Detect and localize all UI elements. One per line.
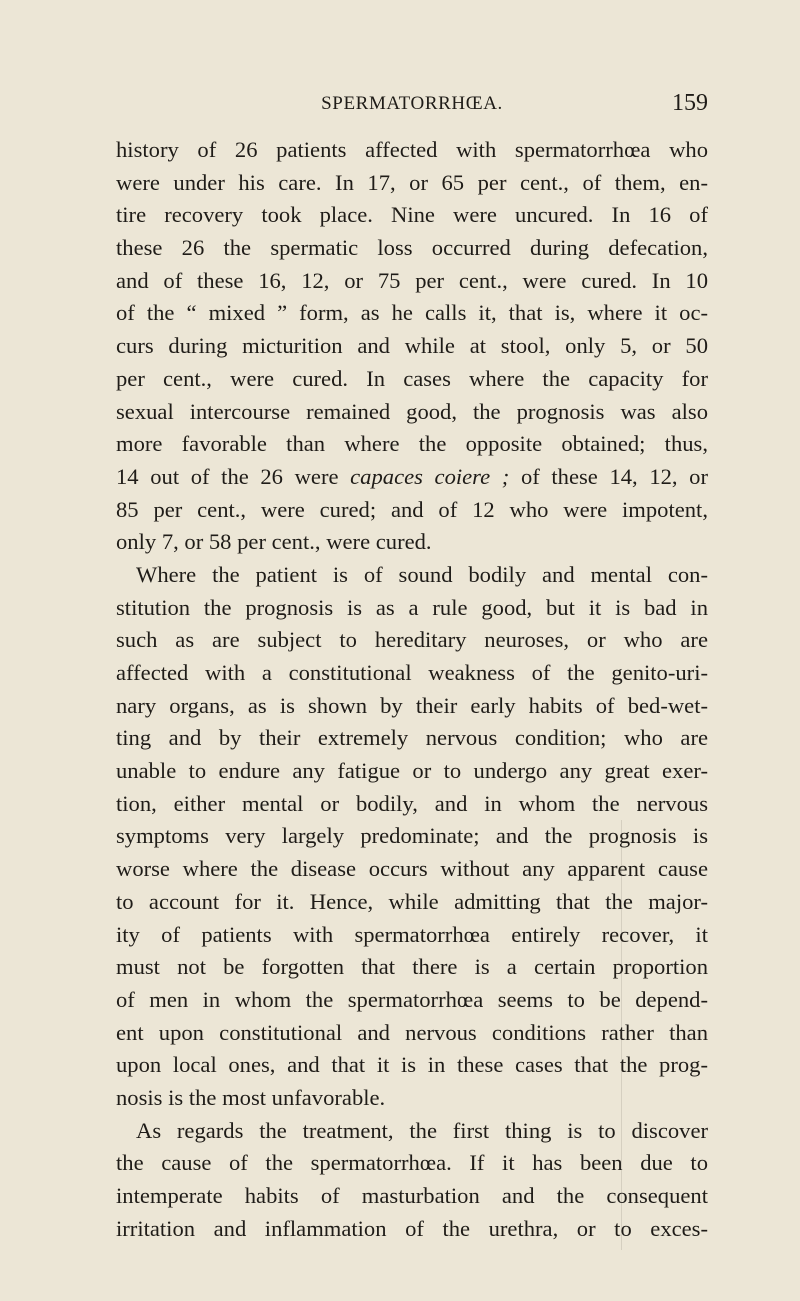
text-line-26: must not be forgotten that there is a certain proportion bbox=[116, 954, 708, 980]
text-line-9: sexual intercourse remained good, the prognosis was also bbox=[116, 398, 708, 424]
text-line-6: of the “ mixed ” form, as he calls it, that is, where it oc- bbox=[116, 300, 708, 326]
page-header bbox=[116, 90, 708, 124]
text-line-27: of men in whom the spermatorrhœa seems to be depend- bbox=[116, 986, 708, 1012]
text-line-28: ent upon constitutional and nervous conditions rather than bbox=[116, 1019, 708, 1045]
text-line-16: such as are subject to hereditary neuroses, or who are bbox=[116, 627, 708, 653]
text-line-22: symptoms very largely predominate; and the prognosis is bbox=[116, 823, 708, 849]
text-line-19: ting and by their extremely nervous condition; who are bbox=[116, 725, 708, 751]
latin-phrase: capaces coiere ; bbox=[350, 463, 510, 489]
text-line-3: tire recovery took place. Nine were uncured. In 16 of bbox=[116, 202, 708, 228]
text-line-31: As regards the treatment, the first thing is to discover bbox=[136, 1117, 708, 1143]
text-line-12: 85 per cent., were cured; and of 12 who were impotent, bbox=[116, 496, 708, 522]
text-line-25: ity of patients with spermatorrhœa entirely recover, it bbox=[116, 921, 708, 947]
text-line-24: to account for it. Hence, while admitting that the major- bbox=[116, 888, 708, 914]
text-line-34: irritation and inflammation of the urethra, or to exces- bbox=[116, 1215, 708, 1241]
text-line-5: and of these 16, 12, or 75 per cent., were cured. In 10 bbox=[116, 267, 708, 293]
text-line-1: history of 26 patients affected with spermatorrhœa who bbox=[116, 137, 708, 162]
text-line-2: were under his care. In 17, or 65 per cent., of them, en- bbox=[116, 169, 708, 195]
text-segment: 14 out of the 26 were bbox=[116, 463, 339, 489]
text-line-10: more favorable than where the opposite obtained; thus, bbox=[116, 431, 708, 457]
text-line-14: Where the patient is of sound bodily and mental con- bbox=[136, 561, 708, 587]
running-head: SPERMATORRHŒA. bbox=[321, 93, 503, 114]
text-line-15: stitution the prognosis is as a rule good, but it is bad in bbox=[116, 594, 708, 620]
text-line-21: tion, either mental or bodily, and in whom the nervous bbox=[116, 790, 708, 816]
text-line-8: per cent., were cured. In cases where the capacity for bbox=[116, 365, 708, 391]
text-line-11 bbox=[116, 461, 708, 494]
text-line-13: only 7, or 58 per cent., were cured. bbox=[116, 529, 432, 555]
text-line-7: curs during micturition and while at stool, only 5, or 50 bbox=[116, 333, 708, 359]
text-line-17: affected with a constitutional weakness of the genito-uri- bbox=[116, 660, 708, 685]
text-line-32: the cause of the spermatorrhœa. If it has been due to bbox=[116, 1150, 708, 1176]
text-line-18: nary organs, as is shown by their early habits of bed-wet- bbox=[116, 692, 708, 718]
text-line-20: unable to endure any fatigue or to undergo any great exer- bbox=[116, 758, 708, 784]
page-number: 159 bbox=[672, 90, 708, 116]
text-segment: of these 14, 12, or bbox=[520, 463, 708, 489]
text-line-29: upon local ones, and that it is in these cases that the prog- bbox=[116, 1052, 708, 1078]
text-line-33: intemperate habits of masturbation and the consequent bbox=[116, 1183, 708, 1208]
text-line-23: worse where the disease occurs without any apparent cause bbox=[116, 856, 708, 882]
text-line-4: these 26 the spermatic loss occurred during defecation, bbox=[116, 235, 708, 261]
text-line-30: nosis is the most unfavorable. bbox=[116, 1084, 386, 1110]
body-text bbox=[116, 134, 708, 1245]
